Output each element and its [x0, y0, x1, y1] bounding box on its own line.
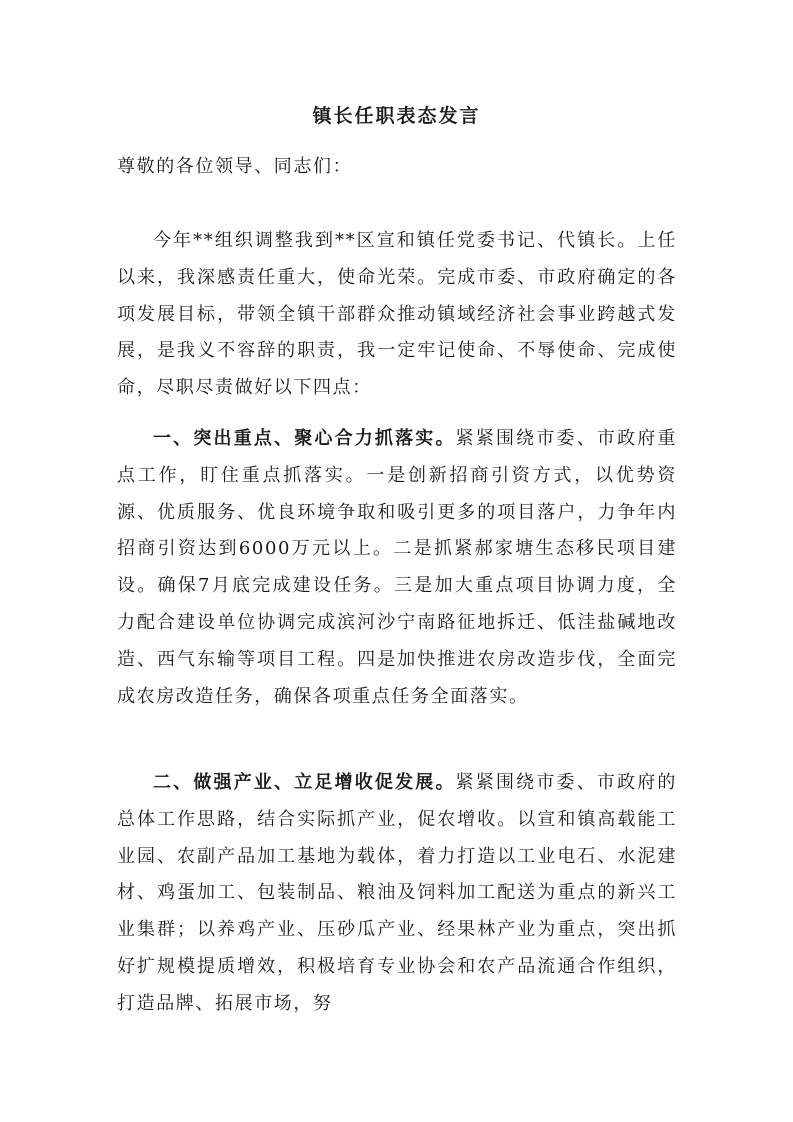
section-1-heading: 一、突出重点、聚心合力抓落实。 — [153, 428, 456, 449]
paragraph-section-1 — [117, 421, 677, 715]
paragraph-intro — [117, 223, 677, 407]
paragraph-section-2 — [117, 765, 677, 1023]
paragraph-intro-text: 今年**组织调整我到**区宣和镇任党委书记、代镇长。上任以来，我深感责任重大，使命光荣。完成市委、市政府确定的各项发展目标，带领全镇干部群众推动镇域经济社会事业跨越式发展，是我义不容辞的职责，我一定牢记使命、不辱使命、完成使命，尽职尽责做好以下四点： — [117, 230, 677, 399]
section-2-text: 紧紧围绕市委、市政府的总体工作思路，结合实际抓产业，促农增收。以宣和镇高载能工业园、农副产品加工基地为载体，着力打造以工业电石、水泥建材、鸡蛋加工、包装制品、粮油及饲料加工配送为重点的新兴工业集群；以养鸡产业、压砂瓜产业、经果林产业为重点，突出抓好扩规模提质增效，积极培育专业协会和农产品流通合作组织，打造品牌、拓展市场，努 — [117, 772, 677, 1014]
document-title: 镇长任职表态发言 — [312, 105, 481, 127]
section-1-text: 紧紧围绕市委、市政府重点工作，盯住重点抓落实。一是创新招商引资方式，以优势资源、优质服务、优良环境争取和吸引更多的项目落户，力争年内招商引资达到6000万元以上。二是抓紧郝家塘生态移民项目建设。确保7月底完成建设任务。三是加大重点项目协调力度，全力配合建设单位协调完成滨河沙宁南路征地拆迁、低洼盐碱地改造、西气东输等项目工程。四是加快推进农房改造步伐，全面完成农房改造任务，确保各项重点任务全面落实。 — [117, 428, 677, 707]
section-2-heading: 二、做强产业、立足增收促发展。 — [153, 772, 456, 793]
salutation: 尊敬的各位领导、同志们： — [117, 156, 353, 177]
